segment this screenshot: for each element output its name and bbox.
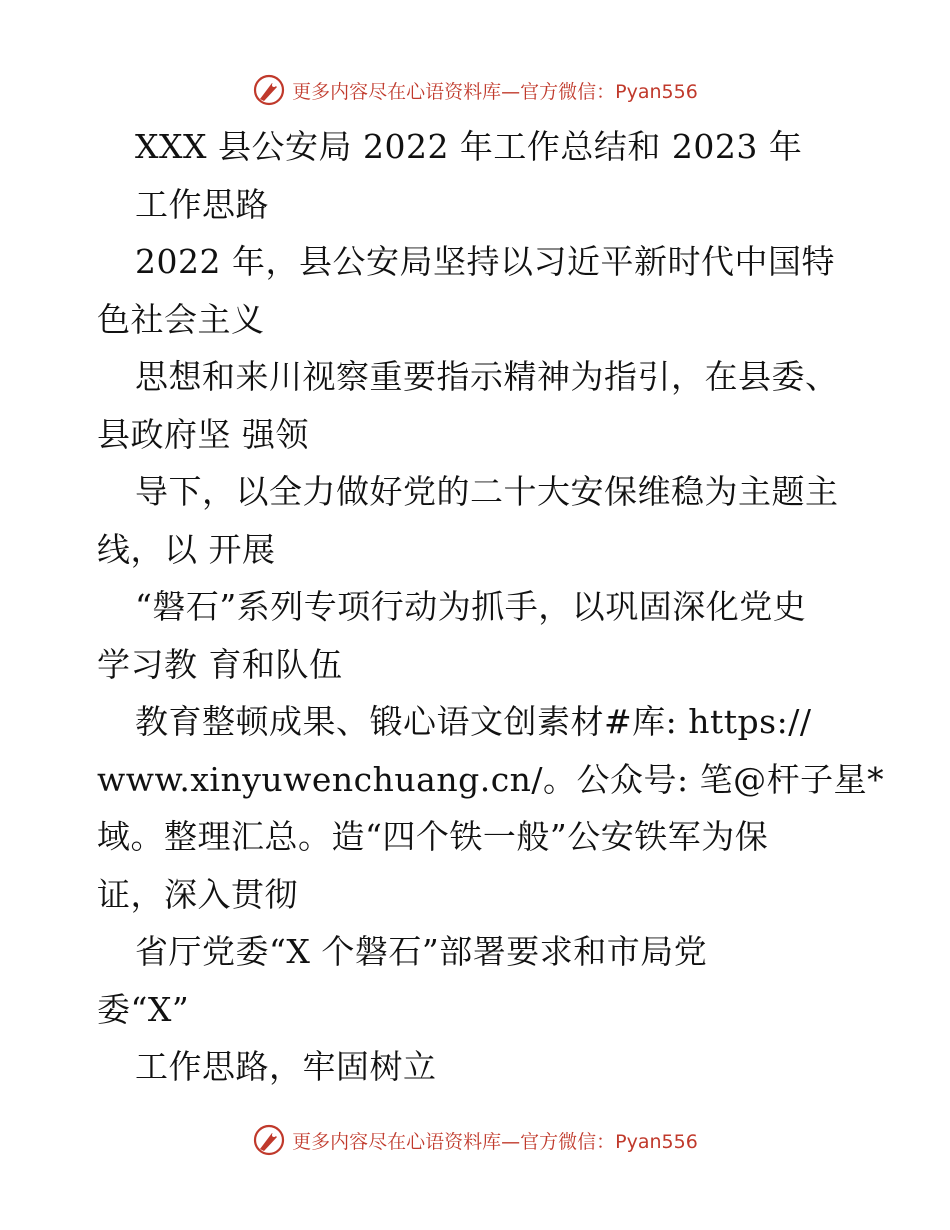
paragraph-line: 教育整顿成果、锻心语文创素材#库: https:// (135, 702, 812, 741)
watermark-text: 更多内容尽在心语资料库—官方微信：Pyan556 (292, 1130, 698, 1153)
watermark-footer (0, 1120, 950, 1160)
document-body (97, 118, 885, 1096)
watermark-text: 更多内容尽在心语资料库—官方微信：Pyan556 (292, 80, 698, 103)
paragraph-line: “磐石”系列专项行动为抓手，以巩固深化党史 (135, 587, 807, 626)
title-line-1: XXX 县公安局 2022 年工作总结和 2023 年 (135, 127, 803, 166)
paragraph-line: 色社会主义 (97, 299, 265, 339)
paragraph-line: 导下，以全力做好党的二十大安保维稳为主题主 (135, 472, 839, 511)
pen-nib-logo-icon (252, 1123, 286, 1157)
paragraph-line: 县政府坚 强领 (97, 414, 309, 454)
paragraph-line: 工作思路，牢固树立 (135, 1047, 437, 1086)
paragraph-line: 学习教 育和队伍 (97, 644, 343, 684)
paragraph-line: 省厅党委“X 个磐石”部署要求和市局党 (135, 932, 708, 971)
title-line-2: 工作思路 (135, 184, 269, 224)
paragraph-line: 思想和来川视察重要指示精神为指引，在县委、 (135, 357, 839, 396)
paragraph-line: 2022 年，县公安局坚持以习近平新时代中国特 (135, 242, 835, 281)
paragraph-line: 域。整理汇总。造“四个铁一般”公安铁军为保 (97, 817, 769, 856)
watermark-header (0, 70, 950, 110)
pen-nib-logo-icon (252, 73, 286, 107)
paragraph-line: www.xinyuwenchuang.cn/。公众号: 笔@杆子星* (97, 759, 885, 799)
paragraph-line: 线，以 开展 (97, 529, 276, 569)
paragraph-line: 委“X” (97, 989, 190, 1029)
paragraph-line: 证，深入贯彻 (97, 874, 298, 914)
